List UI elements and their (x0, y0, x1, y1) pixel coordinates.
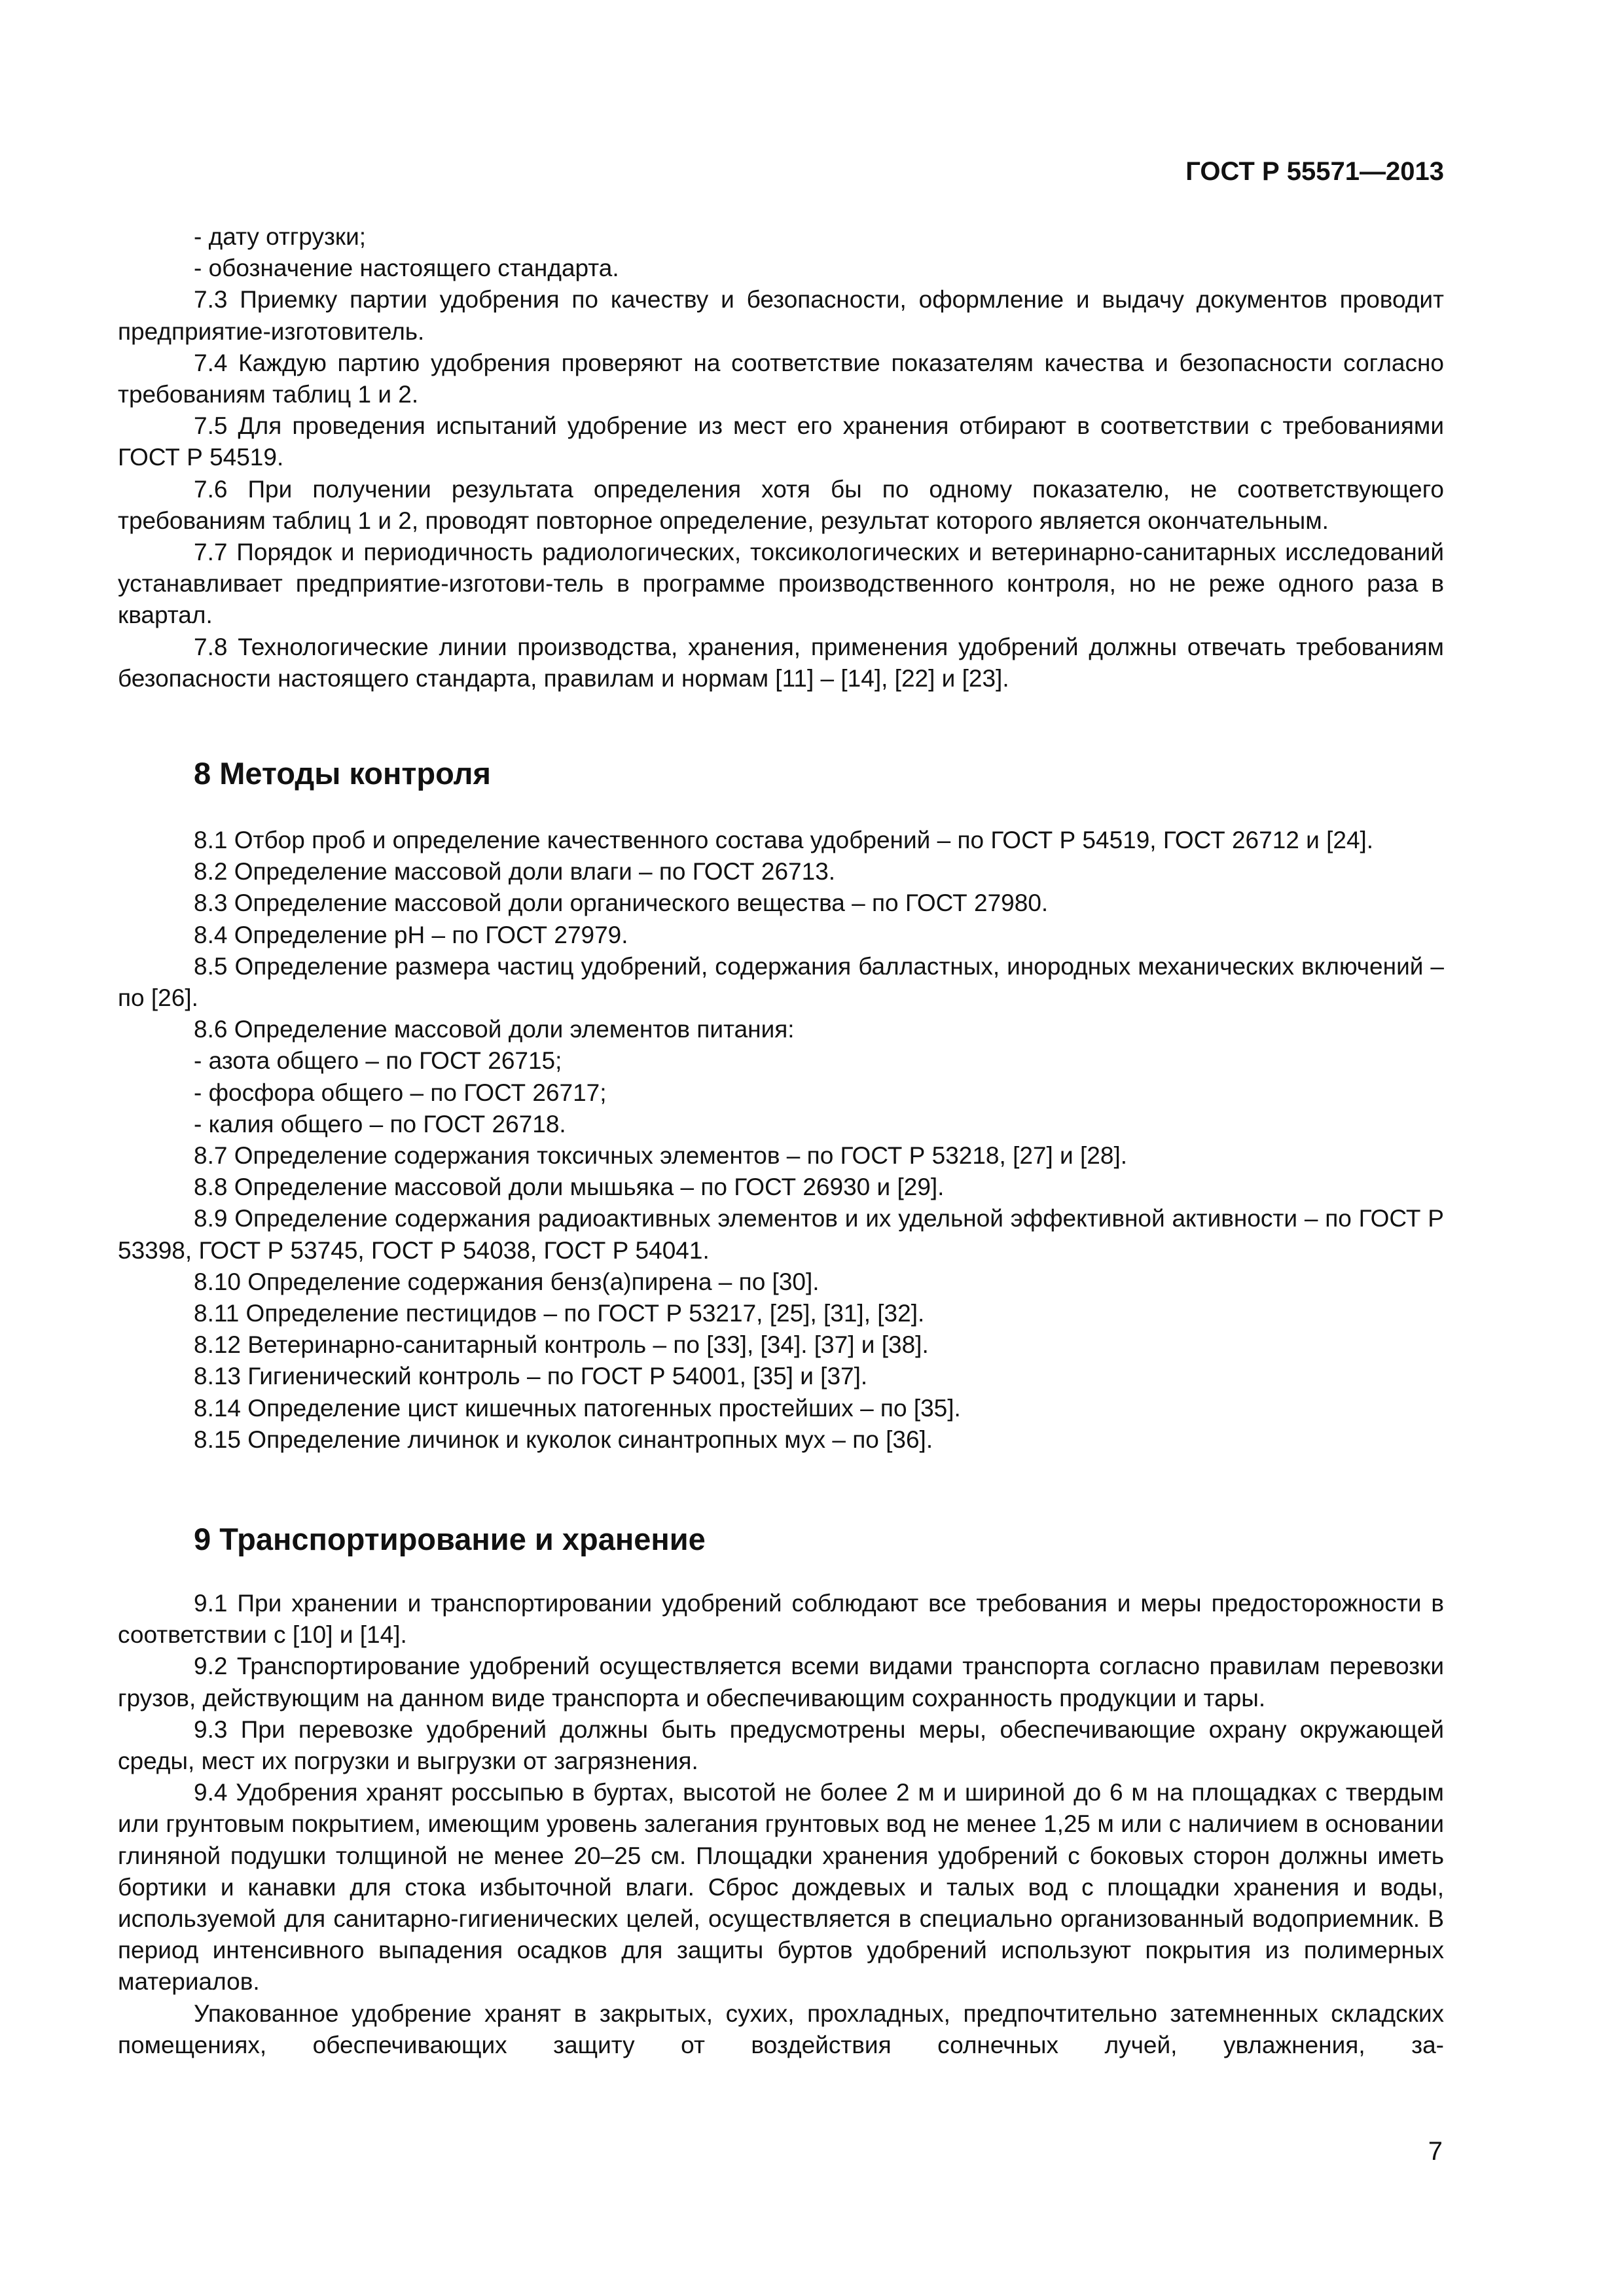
paragraph-9-3: 9.3 При перевозке удобрений должны быть предусмотрены меры, обеспечивающие охрану окружающей среды, мест их погрузки и выгрузки от загрязнения. (118, 1715, 1444, 1775)
section-7-continuation (118, 221, 1444, 694)
paragraph-7-5: 7.5 Для проведения испытаний удобрение из мест его хранения отбирают в соответствии с требованиями ГОСТ Р 54519. (118, 412, 1444, 471)
paragraph-8-7: 8.7 Определение содержания токсичных элементов – по ГОСТ Р 53218, [27] и [28]. (194, 1142, 1127, 1170)
paragraph-8-9: 8.9 Определение содержания радиоактивных элементов и их удельной эффективной активности – по ГОСТ Р 53398, ГОСТ Р 53745, ГОСТ Р 54038, ГОСТ Р 54041. (118, 1205, 1444, 1264)
section-8-title: 8 Методы контроля (194, 756, 491, 791)
list-item-potassium: - калия общего – по ГОСТ 26718. (194, 1110, 566, 1138)
paragraph-packaged-storage: Упакованное удобрение хранят в закрытых, сухих, прохладных, предпочтительно затемненных складских помещениях, обеспечивающих защиту от воздействия солнечных лучей, увлажнения, за- (118, 2000, 1444, 2058)
paragraph-8-14: 8.14 Определение цист кишечных патогенных простейших – по [35]. (194, 1394, 961, 1422)
paragraph-8-5: 8.5 Определение размера частиц удобрений, содержания балластных, инородных механических включений – по [26]. (118, 952, 1444, 1012)
section-9-body (118, 1588, 1444, 2061)
paragraph-8-13: 8.13 Гигиенический контроль – по ГОСТ Р 54001, [35] и [37]. (194, 1363, 868, 1390)
section-8-body (118, 825, 1444, 1456)
paragraph-8-4: 8.4 Определение рН – по ГОСТ 27979. (194, 921, 628, 948)
page-number: 7 (1428, 2137, 1443, 2166)
list-item-phosphorus: - фосфора общего – по ГОСТ 26717; (194, 1079, 607, 1106)
paragraph-7-6: 7.6 При получении результата определения хотя бы по одному показателю, не соответствующего требованиям таблиц 1 и 2, проводят повторное определение, результат которого является окончательным. (118, 475, 1444, 534)
list-item-nitrogen: - азота общего – по ГОСТ 26715; (194, 1047, 562, 1075)
paragraph-8-8: 8.8 Определение массовой доли мышьяка – по ГОСТ 26930 и [29]. (194, 1174, 945, 1201)
paragraph-8-10: 8.10 Определение содержания бенз(а)пирена – по [30]. (194, 1268, 820, 1295)
paragraph-7-3: 7.3 Приемку партии удобрения по качеству и безопасности, оформление и выдачу документов проводит предприятие-изготовитель. (118, 286, 1444, 345)
section-8 (118, 754, 1444, 793)
paragraph-7-7: 7.7 Порядок и периодичность радиологических, токсикологических и ветеринарно-санитарных исследований устанавливает предприятие-изготови-тель в программе производственного контроля, но не реже одного раза в квартал. (118, 539, 1444, 629)
paragraph-8-15: 8.15 Определение личинок и куколок синантропных мух – по [36]. (194, 1426, 933, 1453)
paragraph-8-6: 8.6 Определение массовой доли элементов питания: (194, 1016, 795, 1043)
paragraph-9-2: 9.2 Транспортирование удобрений осуществляется всеми видами транспорта согласно правилам перевозки грузов, действующим на данном виде транспорта и обеспечивающим сохранность продукции и тары. (118, 1653, 1444, 1712)
paragraph-8-2: 8.2 Определение массовой доли влаги – по ГОСТ 26713. (194, 858, 836, 886)
paragraph-7-4: 7.4 Каждую партию удобрения проверяют на соответствие показателям качества и безопасности согласно требованиям таблиц 1 и 2. (118, 349, 1444, 408)
section-9 (118, 1520, 1444, 1559)
paragraph-9-1: 9.1 При хранении и транспортировании удобрений соблюдают все требования и меры предосторожности в соответствии с [10] и [14]. (118, 1590, 1444, 1649)
paragraph-shipment-date: - дату отгрузки; (194, 223, 367, 250)
section-9-title: 9 Транспортирование и хранение (194, 1522, 706, 1556)
paragraph-8-1: 8.1 Отбор проб и определение качественного состава удобрений – по ГОСТ Р 54519, ГОСТ 26712 и [24]. (194, 827, 1374, 853)
paragraph-8-12: 8.12 Ветеринарно-санитарный контроль – по [33], [34]. [37] и [38]. (194, 1331, 929, 1359)
standard-header: ГОСТ Р 55571—2013 (1185, 157, 1444, 186)
paragraph-8-3: 8.3 Определение массовой доли органического вещества – по ГОСТ 27980. (194, 889, 1049, 917)
paragraph-7-8: 7.8 Технологические линии производства, хранения, применения удобрений должны отвечать требованиям безопасности настоящего стандарта, правилам и нормам [11] – [14], [22] и [23]. (118, 633, 1444, 692)
paragraph-9-4: 9.4 Удобрения хранят россыпью в буртах, высотой не более 2 м и шириной до 6 м на площадках с твердым или грунтовым покрытием, имеющим уровень залегания грунтовых вод не менее 1,25 м или с наличием в основании глиняной подушки толщиной не менее 20–25 см. Площадки хранения удобрений с боковых сторон должны иметь бортики и канавки для стока избыточной влаги. Сброс дождевых и талых вод с площадки хранения и воды, используемой для санитарно-гигиенических целей, осуществляется в специально организованный водоприемник. В период интенсивного выпадения осадков для защиты буртов удобрений используют покрытия из полимерных материалов. (118, 1779, 1444, 1996)
paragraph-standard-designation: - обозначение настоящего стандарта. (194, 255, 619, 282)
paragraph-8-11: 8.11 Определение пестицидов – по ГОСТ Р 53217, [25], [31], [32]. (194, 1300, 925, 1327)
